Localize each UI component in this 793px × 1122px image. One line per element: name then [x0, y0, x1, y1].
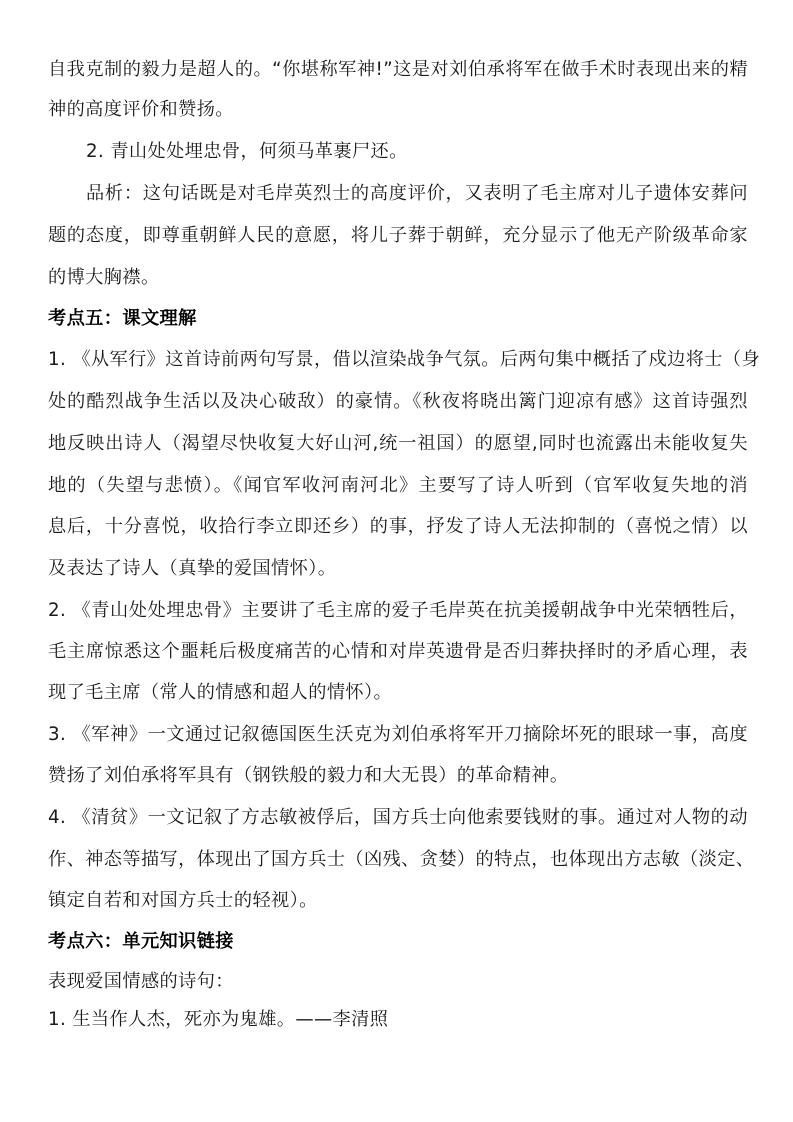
item-4-line-end: 镇定自若和对国方兵士的轻视）。 [48, 890, 318, 911]
paragraph-line-continued: 自我克制的毅力是超人的。“你堪称军神!”这是对刘伯承将军在做手术时表现出来的精 [48, 59, 748, 80]
section-heading-5: 考点五：课文理解 [48, 308, 197, 329]
poem-quote-1: 1. 生当作人杰，死亦为鬼雄。——李清照 [48, 1009, 389, 1030]
analysis-paragraph-line: 题的态度，即尊重朝鲜人民的意愿，将儿子葬于朝鲜，充分显示了他无产阶级革命家 [48, 225, 748, 246]
paragraph-line-end: 神的高度评价和赞扬。 [48, 99, 234, 120]
item-1-line: 处的酷烈战争生活以及决心破敌）的豪情。《秋夜将晓出篱门迎凉有感》这首诗强烈 [48, 391, 748, 412]
item-3-line-end: 赞扬了刘伯承将军具有（钢铁般的毅力和大无畏）的革命精神。 [48, 765, 569, 786]
item-2-line-end: 现了毛主席（常人的情感和超人的情怀）。 [48, 682, 393, 703]
subsection-label: 表现爱国情感的诗句： [48, 971, 234, 992]
quote-item-2: 2. 青山处处埋忠骨，何须马革裹尸还。 [86, 141, 408, 162]
item-1-line-end: 及表达了诗人（真挚的爱国情怀）。 [48, 558, 337, 579]
item-2-line: 毛主席惊悉这个噩耗后极度痛苦的心情和对岸英遗骨是否归葬抉择时的矛盾心理，表 [48, 641, 748, 662]
item-1-line: 地的（失望与悲愤）。《闻官军收河南河北》主要写了诗人听到（官军收复失地的消 [48, 475, 748, 496]
item-4-line: 4. 《清贫》一文记叙了方志敏被俘后，国方兵士向他索要钱财的事。通过对人物的动 [48, 807, 748, 828]
item-1-line: 地反映出诗人（渴望尽快收复大好山河,统一祖国）的愿望,同时也流露出未能收复失 [48, 433, 748, 454]
item-4-line: 作、神态等描写，体现出了国方兵士（凶残、贪婪）的特点，也体现出方志敏（淡定、 [48, 849, 755, 870]
item-1-line: 息后，十分喜悦，收拾行李立即还乡）的事，抒发了诗人无法抑制的（喜悦之情）以 [48, 516, 748, 537]
section-heading-6: 考点六：单元知识链接 [48, 931, 234, 952]
item-1-line: 1. 《从军行》这首诗前两句写景，借以渲染战争气氛。后两句集中概括了戍边将士（身 [48, 349, 761, 370]
item-3-line: 3. 《军神》一文通过记叙德国医生沃克为刘伯承将军开刀摘除坏死的眼球一事，高度 [48, 724, 748, 745]
item-2-line: 2. 《青山处处埋忠骨》主要讲了毛主席的爱子毛岸英在抗美援朝战争中光荣牺牲后， [48, 600, 748, 621]
analysis-paragraph-end: 的博大胸襟。 [48, 267, 160, 288]
analysis-paragraph-start: 品析：这句话既是对毛岸英烈士的高度评价，又表明了毛主席对儿子遗体安葬问 [86, 183, 748, 204]
